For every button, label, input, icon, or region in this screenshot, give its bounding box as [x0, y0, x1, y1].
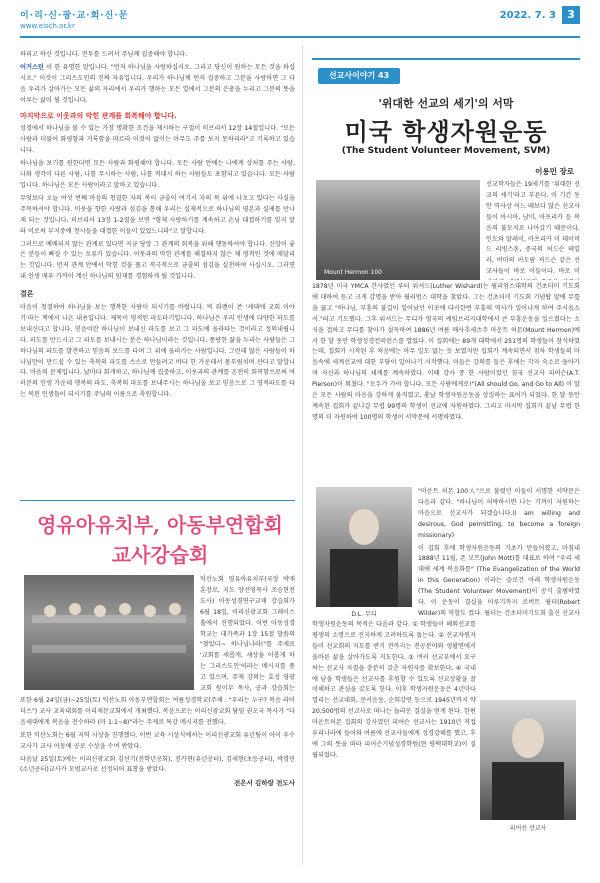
article-title: 미국 학생자원운동 — [344, 117, 548, 146]
section-divider — [20, 500, 295, 501]
svm-article-pledge — [418, 487, 580, 617]
sermon-article — [20, 50, 295, 462]
sermon-paragraph: 무엇보다 오늘 여섯 번째 마음의 청결한 자의 복이 금줄이 여기서 자의 복 위에 나오고 있다는 사실을 주목하셔야 합니다. 이웃을 향한 사랑과 섬김을 통해 우리는 실제적으로 하나님의 평온과 실제를 만나게 되는 것입니다. 히브리서 13장 1-2절을 보면 "형제 사랑하기를 계속하고 손님 대접하기를 잊지 말라 이로써 부지중에 천사들을 대접한 이들이 있었느니라"고 말합니다. — [20, 194, 295, 235]
svm-article-intro — [486, 180, 580, 280]
site-url[interactable]: www.eisch.or.kr — [20, 22, 75, 30]
page-number: 3 — [562, 6, 580, 24]
event-photo — [24, 575, 194, 690]
svm-article-body — [312, 282, 580, 485]
sermon-paragraph: 하리고 하신 것입니다. 전투를 드려서 주님께 집중해야 합니다. — [20, 51, 188, 58]
moody-portrait — [316, 487, 412, 607]
series-tag: 선교사이야기 43 — [318, 68, 400, 84]
svm-paragraph: 선교학자들은 19세기를 '위대한 선교의 세기'라고 부른다. 이 기간 동안 역사상 어느 때보다 많은 선교사들이 아시아, 남미, 아프리카 등 복음의 불모지로 나아갔기 때문이다. 인도와 말레이, 아프리카 미 데이비드 리빙스톤, 중국의 허드슨 테일러, 버마의 아도람 저드슨 같은 선교사들이 바로 이들이다. 바로 이 — [486, 181, 580, 276]
svm-paragraph: 학생자원운동의 목적은 다음과 같다. ① 학생들이 해외선교를 평생의 소명으로 진지하게 고려하도록 돕는다. ② 선교자원자들이 선교회의 지도를 받기 전까지는 전공분야와 생활면에서 올바른 삶을 살아가도록 지도한다. ③ 여러 선교부에서 요구하는 선교사 자질을 충분히 갖춘 자원자를 확보한다. ④ 국내에 남을 학생들은 선교사를 후원할 수 있도록 선교상황을 잘 이해하고 관심을 갖도록 한다. 이후 학생자원운동은 4년마다 열리는 선교대회, 문서운동, 순회강연 등으로 1945년까지 약 20,500명의 선교사로 떠나는 놀라운 결실을 얻게 된다. 한편 마운트허몬 집회의 강사였던 피어슨 선교사는 1910년 직접 우리나라에 들어와 여름에 선교사들에게 성경강해를 했고, 후에 그의 뜻을 따라 피어슨기념성경학원(현 평택대학교)이 설립되었다. — [312, 621, 476, 759]
sermon-paragraph — [20, 63, 295, 107]
issue-date: 2022. 7. 3 — [499, 10, 556, 21]
header-rule — [20, 36, 580, 38]
photo-caption: Mount Hermon 100 — [324, 269, 382, 276]
sermon-paragraph: 성경에서 하나님을 볼 수 있는 가장 명확한 조건을 제시하는 구절이 히브리서 12장 14절입니다. "모든 사람과 더불어 화평함과 거룩함을 따르라 이것이 없이는 아무도 주를 보지 못하리라"고 기록하고 있습니다. — [20, 125, 295, 155]
column-divider — [302, 45, 303, 865]
news-article-cont — [20, 696, 295, 866]
svm-paragraph: 이 집회 후에 학생자원운동의 기초가 만들어졌고, 마침내 1888년 11월, 존 모트(John Mott)를 대표로 하여 "우리 세대에 세계 복음화를" (The Evangelization of the World in this Generation) 이라는 슬로건 아래 학생자원운동 (The Student Volunteer Movement)이 공식 출범하였다. 이 운동이 결실을 이루기까지 로버트 윌더(Robert Wilder)의 역할도 컸다. 윌더는 건초더미기도회 출신 선교사 — [418, 544, 580, 617]
masthead: 이·리·신·광·교·회·신·문 — [20, 11, 129, 21]
news-article — [200, 575, 295, 693]
quote-lead: 어거스틴 — [20, 63, 44, 71]
news-paragraph: 익산노회 영유아유치부(국장 박재훈장로, 지도 양선영목사 조승현전도사) 아동성경연구교재 강습회가 6월 18일, 이리신광교회 그레이스홀에서 진행되었다. 이번 아동성경학교는 대가족과 1장 15절 말씀의 "찾았다~ 하나님나라!"를 주제로 '교회를 새롭게, 세상을 이롭게 하는 그리스도인'이라는 메시지를 품고 있으며, 주제 강의는 효성 영광교회 원이부 목사, 공과 강습회는 — [200, 576, 295, 693]
svm-paragraph: 1878년 미국 YMCA 간사였던 루터 위셔드(Luther Wishard)는 윌리엄스대학의 건초더미 기도회에 대하여 듣고 크게 감명을 받아 윌리엄스 대학을 찾았다. 그는 건초더미 기도회 기념탑 앞에 무릎을 꿇고 "하나님, 부흥의 불길이 일어났던 이곳에 다시한번 부흥의 역사가 일어나게 하여 주시옵소서."라고 기도했다. 그후 위셔드는 무디가 영국의 케임브리지대학에서 큰 부흥운동을 일으켰다는 소식을 접하고 무디를 찾아가 설득하여 1886년 여름 매사추세츠주 마운트 허몬(Mount Hermon)에서 한 달 동안 학생성경컨퍼런스를 열었다. 이 집회에는 89개 대학에서 251명의 학생들이 참석하였는데, 집회가 시작된 후 처음에는 아무 일도 없는 듯 보였지만 집회가 계속되면서 점차 학생들의 마음속에 세계선교에 대한 부담이 일어나기 시작했다. 이들은 강의를 들은 후에는 각자 숙소로 돌아가며 자신과 하나님의 세계를 계속하였다. 이때 강사 중 한 사람이었던 침국 선교사 피어슨(A.T. Pierson)이 외쳤다. "모두가 가야 합니다. 모든 사람에게로!"(All should Go, and Go to All) 이 말은 모든 사람의 마음을 강하게 움직였고, 훗날 학생자원운동을 상징하는 표어가 되었다. 한 달 동안 계속된 집회가 끝나갈 무렵 99명의 학생이 선교에 자원하였다. 그리고 마지막 집회가 끝날 무렵 한 명의 더 자원하여 100명의 학생이 서약문에 서명하였다. — [312, 283, 580, 421]
article-english-title: (The Student Volunteer Movement, SVM) — [341, 146, 551, 156]
sermon-paragraph: 하나님을 보기를 원한다면 모든 사람과 화평해야 합니다. 모든 사람 안에는 나에게 상처를 주는 사람, 나와 생각이 다른 사람, 나를 무시하는 사람, 나를 적대시 하는 사람들도 포함되고 있습니다. 모든 사람입니다. 하나님은 모든 사람이라고 말하고 있습니다. — [20, 160, 295, 189]
conclusion-subhead: 결론 — [20, 290, 34, 299]
article-kicker: '위대한 선교의 세기'의 서막 — [378, 97, 514, 110]
article-credit: 전은서 김하랑 전도사 — [233, 779, 295, 788]
moody-caption: D.L. 무디 — [351, 611, 377, 618]
sermon-paragraph: 그러므로 예배되지 않는 관계로 있다면 지금 당장 그 관계의 회복을 위해 행동하셔야 합니다. 신앙이 좋은 분들이 빠질 수 있는 오류가 있습니다. 이웃과의 막힌 관계를 해결하지 않은 채 영적인 것에 매달리는 것입니다. 먼저 관계 안에서 막힌 것을 풀고 적극적으로 금줄의 섬김을 실천하여 사십시오. 그러면 내 인생 매우 가까이 계신 하나님의 임재를 경험하게 될 것입니다. — [20, 240, 295, 281]
news-paragraph: 또한 6월 24일(금)~25일(토) 익산노회 아동부연합회는 여름성경학교(주제 : "우리는 누구? 복음 라이더스") 교사 교육대회를 이리제문교회에서 개최했다. 복음으로는 이리신광교회 담임 권오국 목사가 "다음세대에게 복음을 전수하라 (마 1:1~8)"라는 주제로 특강 메시지를 전했다. — [20, 697, 295, 726]
pierson-caption: 피어선 선교사 — [509, 825, 547, 832]
pierson-portrait — [480, 700, 576, 820]
svm-article-goals — [312, 620, 476, 865]
sermon-paragraph: 마음이 청결하여 하나님을 보는 행복한 사람이 되시기를 바랍니다. 빅 워렌이 쓴 '세대에 교회 이야기'라는 책에서 나온 내용입니다. 제목이 영적인 파도타기입니다. 하나님은 우리 인생에 다양한 파도를 보내신다고 합니다. 믿음이란 하나님이 보내신 파도를 보고 그 파도에 올라타는 것이라고 정의내립니다. 파도를 만드시고 그 파도를 보내시는 분은 하나님이라는 것입니다. 풍랑한 삶을 누리는 사람들은 그 하나님의 파도를 발견하고 믿음의 보드를 타며 그 위에 올라가는 사람입니다. 그런데 많은 사람들이 하나님만이 만드실 수 있는 축복의 파도를 스스로 만들려고 바다 한 가운데서 몸부림치며 산다고 말합니다. 마음의 문제입니다. 날마다 회개하고, 하나님께 집중하고, 이웃과의 관계를 온전히 회복함으로써 여러분의 인생 가운데 행복의 파도, 축복의 파도를 보내주시는 하나님을 보고 믿음으로 그 영적파도를 타는 복된 인생들이 되시기를 주님의 이름으로 축원합니다. — [20, 304, 295, 399]
news-paragraph: 또한 익산노회는 6월 지역 시상을 진행했다. 이번 교육 시상식에서는 이리신광교회 유년팀이 아이 우수 교사가 교사 아동에 공로 수상을 수여 받았다. — [20, 731, 295, 750]
mount-hermon-photo — [316, 180, 480, 280]
page-header — [0, 0, 600, 48]
right-header-rule — [312, 58, 580, 60]
news-headline: 영유아유치부, 아동부연합회 교사강습회 — [37, 513, 283, 567]
svm-paragraph: "마운트 허몬 100人"으로 불렸던 이들이 서명한 서약문은 다음과 같다. "하나님이 허락하시면 나는 기꺼이 자원하는 마음으로 선교사가 되겠습니다.(I am willing and desirous, God permitting, to become a foreign missionary) — [418, 488, 580, 539]
quote-body: 이 한 유명한 말입니다. "먼저 하나님을 사랑하십시오. 그리고 당신이 원하는 모든 것을 하십시오." 이것이 그리스도인의 진짜 자유입니다. 우리가 하나님께 먼저 집중하고 그분을 사랑하면 그 다음 우리가 살아가는 모든 삶의 자리에서 우리가 행하는 모든 일에서 그분의 은총을 누리고 그분의 뜻을 이루는 삶이 될 것입니다. — [20, 63, 295, 104]
news-paragraph: 다음날 25일(토)에는 이리신광교회 김선기(전학년공회), 진가현(유년공터), 김세현(초등공터), 박경민(소년공터)교사가 모범교사로 선정되어 표창을 받았다. — [20, 755, 295, 774]
article-byline: 이용민 장로 — [535, 167, 574, 176]
section-subhead: 마지막으로 이웃과의 막힌 관계를 회복해야 합니다. — [20, 111, 177, 120]
